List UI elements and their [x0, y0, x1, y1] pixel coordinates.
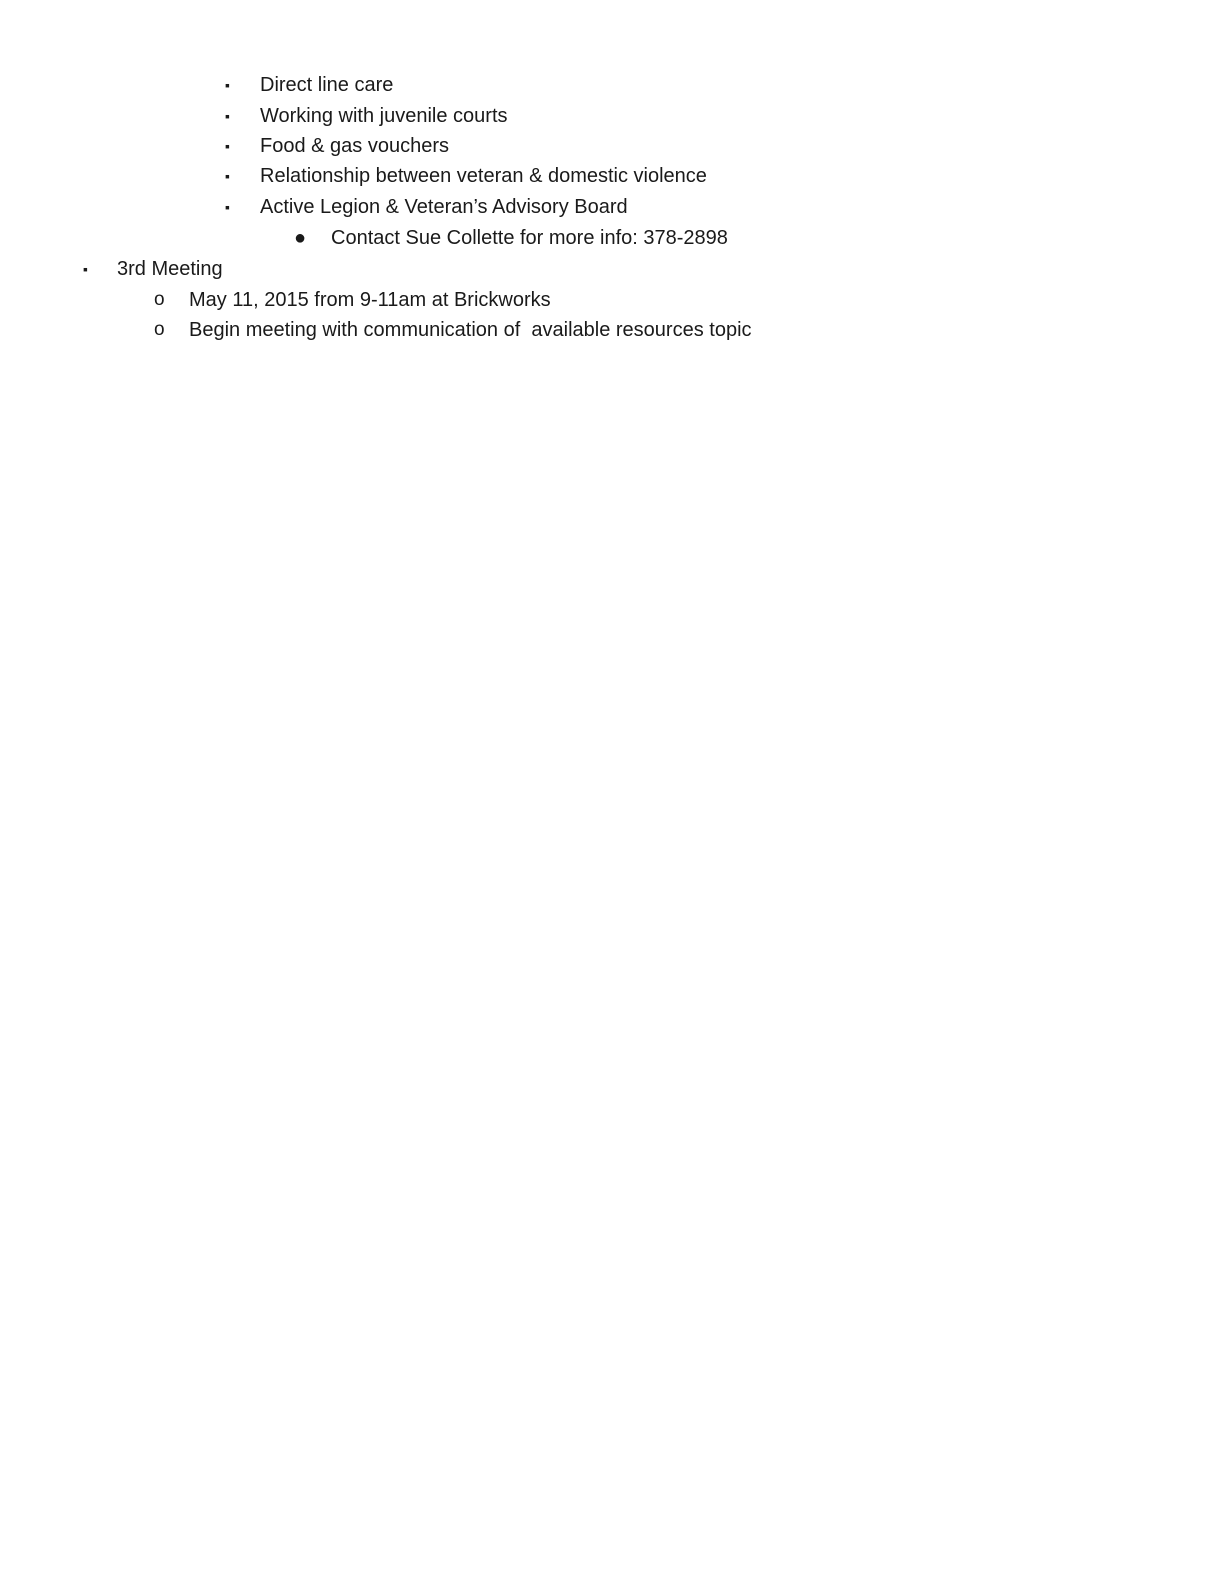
- list-item-vouchers: Food & gas vouchers: [260, 135, 449, 157]
- bullet-square-icon: ▪: [225, 77, 230, 93]
- list-item-advisory-board: Active Legion & Veteran’s Advisory Board: [260, 196, 628, 218]
- bullet-square-icon: ▪: [225, 108, 230, 124]
- bullet-circle-icon: o: [154, 319, 165, 340]
- list-item-meeting-date: May 11, 2015 from 9-11am at Brickworks: [189, 289, 551, 311]
- list-item-juvenile-courts: Working with juvenile courts: [260, 105, 508, 127]
- bullet-square-icon: ▪: [225, 168, 230, 184]
- bullet-dot-icon: ●: [294, 227, 307, 249]
- list-item-meeting-topic: Begin meeting with communication of available resources topic: [189, 319, 752, 341]
- bullet-circle-icon: o: [154, 289, 165, 310]
- list-item-direct-line-care: Direct line care: [260, 74, 394, 96]
- bullet-square-icon: ▪: [83, 261, 88, 277]
- bullet-square-icon: ▪: [225, 138, 230, 154]
- list-item-contact: Contact Sue Collette for more info: 378-2898: [331, 227, 728, 249]
- bullet-square-icon: ▪: [225, 199, 230, 215]
- list-item-domestic-violence: Relationship between veteran & domestic violence: [260, 165, 707, 187]
- list-item-third-meeting: 3rd Meeting: [117, 258, 223, 280]
